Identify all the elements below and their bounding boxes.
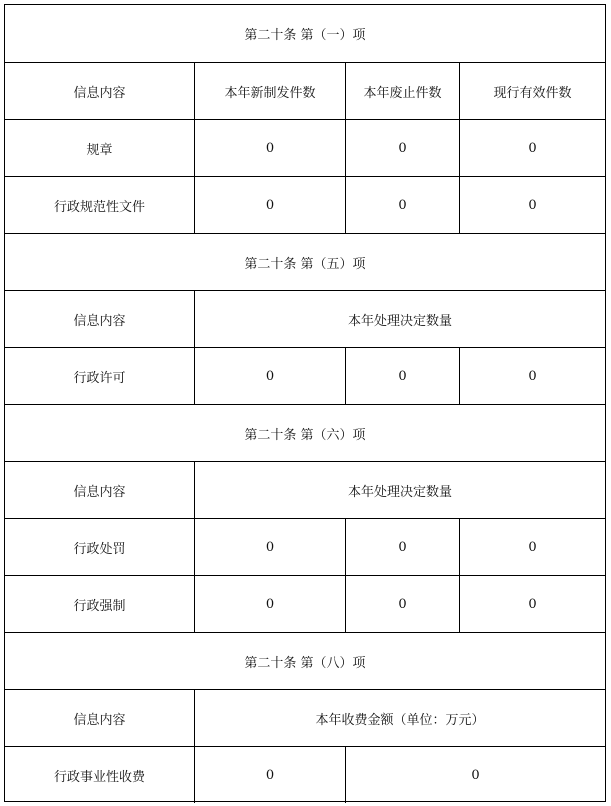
section-title: 第二十条 第（一）项 [244,27,366,43]
header-decision-count: 本年处理决定数量 [194,462,605,518]
value-cell: 0 [459,576,605,632]
header-info-content: 信息内容 [73,712,126,728]
value-cell: 0 [345,519,459,575]
value-cell: 0 [459,348,605,404]
section-title: 第二十条 第（五）项 [244,256,366,272]
row-label: 规章 [86,142,113,158]
header-row [5,62,605,119]
table-row [5,518,605,575]
row-label: 行政许可 [73,370,126,386]
value-cell: 0 [345,348,459,404]
row-label: 行政事业性收费 [53,769,145,785]
header-row [5,461,605,518]
header-info-content: 信息内容 [73,313,126,329]
section-title: 第二十条 第（六）项 [244,427,366,443]
header-new-count: 本年新制发件数 [194,63,345,119]
section-title-row [5,233,605,290]
section-title-row [5,5,605,61]
value-cell: 0 [194,348,345,404]
row-label: 行政强制 [73,598,126,614]
value-cell: 0 [459,519,605,575]
value-cell: 0 [345,747,605,803]
section-title: 第二十条 第（八）项 [244,655,366,671]
table-row [5,746,605,803]
disclosure-table [4,4,606,802]
table-row [5,176,605,233]
header-row [5,689,605,746]
header-valid-count: 现行有效件数 [459,63,605,119]
header-abolished-count: 本年废止件数 [345,63,459,119]
value-cell: 0 [345,177,459,233]
header-row [5,290,605,347]
table-row [5,575,605,632]
value-cell: 0 [194,177,345,233]
section-title-row [5,404,605,461]
header-decision-count: 本年处理决定数量 [194,291,605,347]
value-cell: 0 [345,576,459,632]
row-label: 行政处罚 [73,541,126,557]
value-cell: 0 [459,177,605,233]
value-cell: 0 [459,120,605,176]
row-label: 行政规范性文件 [53,199,145,215]
value-cell: 0 [194,747,345,803]
section-title-row [5,632,605,689]
value-cell: 0 [345,120,459,176]
header-fee-amount: 本年收费金额（单位：万元） [194,690,605,746]
value-cell: 0 [194,576,345,632]
value-cell: 0 [194,120,345,176]
value-cell: 0 [194,519,345,575]
header-info-content: 信息内容 [73,484,126,500]
header-info-content: 信息内容 [73,85,126,101]
table-row [5,119,605,176]
table-row [5,347,605,404]
